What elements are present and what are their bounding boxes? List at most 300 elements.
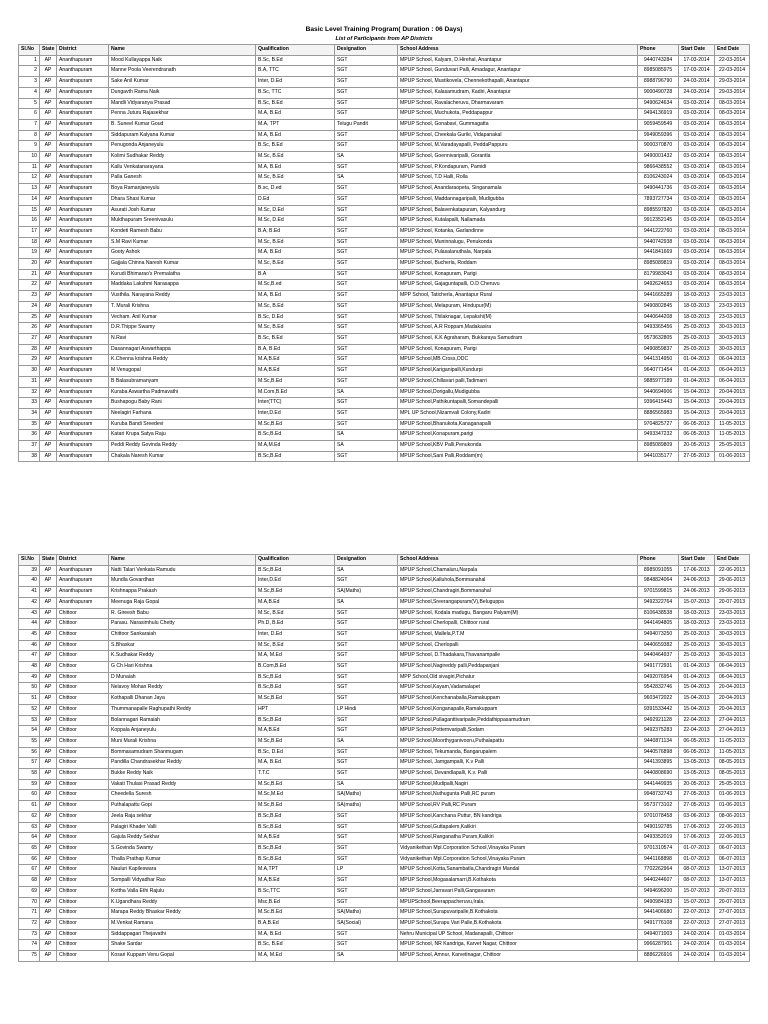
cell-qualification: B.Sc, B.Ed <box>256 940 335 951</box>
cell-end-date: 11-05-2013 <box>715 736 750 747</box>
cell-designation: SGT <box>335 280 398 291</box>
cell-qualification: M.A, B.Ed <box>256 162 335 173</box>
cell-state: AP <box>40 216 57 227</box>
cell-end-date: 06-07-2013 <box>715 843 750 854</box>
cell-designation: SA <box>335 173 398 184</box>
cell-phone: 9966287901 <box>638 940 679 951</box>
cell-state: AP <box>40 715 57 726</box>
cell-qualification: M.Sc,B.Ed <box>256 736 335 747</box>
table-row <box>19 790 750 801</box>
cell-end-date: 08-03-2014 <box>715 248 750 259</box>
cell-start-date: 20-05-2013 <box>679 779 715 790</box>
cell-phone: 9441393895 <box>638 758 679 769</box>
cell-state: AP <box>40 355 57 366</box>
table-row <box>19 779 750 790</box>
cell-end-date: 08-03-2014 <box>715 98 750 109</box>
cell-sl-no: 41 <box>19 587 40 598</box>
cell-designation: SGT <box>335 55 398 66</box>
column-header: District <box>57 555 109 566</box>
cell-district: Chittoor <box>57 940 109 951</box>
cell-end-date: 25-05-2013 <box>715 779 750 790</box>
cell-name: Vakati Thulasi Prasad Reddy <box>109 779 256 790</box>
cell-qualification: M.Sc, B.Ed <box>256 259 335 270</box>
cell-state: AP <box>40 694 57 705</box>
cell-school-address: MPUP School,Kayam,Vadamalapet <box>398 683 638 694</box>
table-row <box>19 876 750 887</box>
cell-school-address: MPUP School,Kanchana Puttur, BN kandriga <box>398 811 638 822</box>
cell-school-address: MPUP School, T.D Halli, Rolla <box>398 173 638 184</box>
cell-qualification: B.Sc, TTC <box>256 87 335 98</box>
table-row <box>19 109 750 120</box>
cell-designation: SGT <box>335 640 398 651</box>
cell-school-address: MPUP School,KBV Palli,Penukonda <box>398 441 638 452</box>
cell-state: AP <box>40 269 57 280</box>
cell-end-date: 27-04-2013 <box>715 726 750 737</box>
cell-sl-no: 54 <box>19 726 40 737</box>
cell-sl-no: 64 <box>19 833 40 844</box>
cell-school-address: MPUP School, Mustikovela, Chennekothapalli, Anantapur <box>398 77 638 88</box>
cell-school-address: MPUP School,Jarravari Palli,Gangavaram <box>398 886 638 897</box>
cell-name: Asurati Josh Kumar <box>109 205 256 216</box>
cell-start-date: 03-03-2014 <box>679 259 715 270</box>
cell-school-address: MPUP School, Goennivaripalli, Gorantla <box>398 152 638 163</box>
cell-designation: SGT <box>335 419 398 430</box>
column-header: Sl.No <box>19 555 40 566</box>
table-row <box>19 758 750 769</box>
cell-name: Dungavth Rama Naik <box>109 87 256 98</box>
cell-sl-no: 13 <box>19 184 40 195</box>
cell-end-date: 08-03-2014 <box>715 152 750 163</box>
cell-state: AP <box>40 608 57 619</box>
cell-qualification: M.Sc,B.Ed <box>256 694 335 705</box>
cell-qualification: B.A, TTC <box>256 66 335 77</box>
cell-sl-no: 2 <box>19 66 40 77</box>
cell-sl-no: 18 <box>19 237 40 248</box>
table-row <box>19 769 750 780</box>
cell-state: AP <box>40 98 57 109</box>
column-header: Name <box>109 45 256 56</box>
cell-state: AP <box>40 683 57 694</box>
cell-designation: SGT <box>335 398 398 409</box>
table-row <box>19 66 750 77</box>
cell-end-date: 23-03-2013 <box>715 312 750 323</box>
cell-end-date: 08-03-2014 <box>715 109 750 120</box>
cell-qualification: M.Sc,B.Ed <box>256 801 335 812</box>
cell-district: Ananthapuram <box>57 77 109 88</box>
table-row <box>19 715 750 726</box>
column-header: School Address <box>398 555 638 566</box>
table-row <box>19 398 750 409</box>
cell-school-address: MPUP School,Pottemvaripalli,Sodam <box>398 726 638 737</box>
cell-designation: SGT <box>335 715 398 726</box>
cell-qualification: M.Sc,B.Ed <box>256 779 335 790</box>
cell-qualification: B.Sc,B.Ed <box>256 430 335 441</box>
cell-designation: SGT <box>335 269 398 280</box>
cell-school-address: MPUP School,Bhanukota,Kanaganapalli <box>398 419 638 430</box>
table-row <box>19 704 750 715</box>
cell-designation: SGT <box>335 886 398 897</box>
cell-district: Chittoor <box>57 694 109 705</box>
cell-district: Chittoor <box>57 726 109 737</box>
cell-sl-no: 55 <box>19 736 40 747</box>
cell-district: Chittoor <box>57 769 109 780</box>
cell-start-date: 03-03-2014 <box>679 269 715 280</box>
cell-name: Gooty Ashok <box>109 248 256 259</box>
column-header: School Address <box>398 45 638 56</box>
cell-state: AP <box>40 801 57 812</box>
cell-designation: SGT <box>335 162 398 173</box>
cell-qualification: M.A, B.Ed <box>256 248 335 259</box>
cell-qualification: B.Sc,B.Ed <box>256 565 335 576</box>
cell-phone: 9494136919 <box>638 109 679 120</box>
cell-phone: 8985085975 <box>638 66 679 77</box>
cell-district: Ananthapuram <box>57 387 109 398</box>
cell-designation: SGT <box>335 355 398 366</box>
cell-name: Parasu. Narasimhulu Chetty <box>109 619 256 630</box>
cell-name: Mood Kullayappa Naik <box>109 55 256 66</box>
cell-qualification: B.Sc, B.Ed <box>256 55 335 66</box>
cell-name: Neelagiri Farhana <box>109 408 256 419</box>
cell-name: Penna Juturu Rajasekhar <box>109 109 256 120</box>
cell-school-address: MPUP School, Konapuram, Parigi <box>398 269 638 280</box>
cell-school-address: MPUP School, D.Thadakara,Thavanampalle <box>398 651 638 662</box>
cell-end-date: 20-07-2013 <box>715 897 750 908</box>
cell-qualification: D.Ed <box>256 194 335 205</box>
table-row <box>19 886 750 897</box>
table-row <box>19 130 750 141</box>
cell-phone: 9059459549 <box>638 119 679 130</box>
cell-sl-no: 45 <box>19 629 40 640</box>
cell-sl-no: 58 <box>19 769 40 780</box>
cell-start-date: 25-03-2013 <box>679 323 715 334</box>
cell-district: Ananthapuram <box>57 109 109 120</box>
cell-district: Ananthapuram <box>57 184 109 195</box>
cell-school-address: MPUP School, Gajaguntapalli, O.D Cheruvu <box>398 280 638 291</box>
cell-phone: 9704825727 <box>638 419 679 430</box>
cell-name: Kuraba Aswartha Padmavathi <box>109 387 256 398</box>
cell-school-address: MPUP School, A.R Roppam,Madakasira <box>398 323 638 334</box>
cell-sl-no: 67 <box>19 865 40 876</box>
cell-qualification: M.Sc,B.Ed <box>256 587 335 598</box>
cell-qualification: M.A, B.Ed <box>256 291 335 302</box>
cell-end-date: 13-07-2013 <box>715 865 750 876</box>
cell-name: Palagiri Khader Valli <box>109 822 256 833</box>
cell-qualification: B.Sc, B.Ed <box>256 333 335 344</box>
cell-sl-no: 37 <box>19 441 40 452</box>
cell-end-date: 08-03-2014 <box>715 259 750 270</box>
cell-state: AP <box>40 629 57 640</box>
cell-school-address: MPUP School, Tekumanda, Bangarupalem <box>398 747 638 758</box>
cell-sl-no: 63 <box>19 822 40 833</box>
cell-name: B. Suneel Kumar Goud <box>109 119 256 130</box>
cell-sl-no: 16 <box>19 216 40 227</box>
table-row <box>19 918 750 929</box>
cell-end-date: 08-03-2014 <box>715 226 750 237</box>
cell-phone: 9701599815 <box>638 587 679 598</box>
cell-qualification: Inter,D.Ed <box>256 576 335 587</box>
cell-district: Chittoor <box>57 629 109 640</box>
cell-school-address: MPUP School,Mudipalli,Nagiri <box>398 779 638 790</box>
cell-name: K.Sudhakar Reddy <box>109 651 256 662</box>
cell-state: AP <box>40 323 57 334</box>
cell-designation: SA(Maths) <box>335 908 398 919</box>
cell-phone: 7893727734 <box>638 194 679 205</box>
cell-name: Dasannagari Aswarthappa <box>109 344 256 355</box>
cell-school-address: MPUP School,RV Palli,RC Puram <box>398 801 638 812</box>
cell-sl-no: 48 <box>19 662 40 673</box>
cell-phone: 9490441736 <box>638 184 679 195</box>
cell-qualification: M.Sc, B.Ed <box>256 608 335 619</box>
cell-state: AP <box>40 66 57 77</box>
cell-designation: SA <box>335 951 398 962</box>
cell-end-date: 08-03-2014 <box>715 280 750 291</box>
cell-designation: SGT <box>335 629 398 640</box>
cell-school-address: MPUP School,Guttapalem,Kalikiri <box>398 822 638 833</box>
cell-name: Kottha Valla Ethi Rajulu <box>109 886 256 897</box>
cell-school-address: MPUP School, NR Kandriga, Karvet Nagar, Chittoor <box>398 940 638 951</box>
cell-qualification: B.sc, D.ed <box>256 184 335 195</box>
cell-school-address: MPUP School,Pathikuntapalli,Somandepalli <box>398 398 638 409</box>
cell-designation: SGT <box>335 301 398 312</box>
cell-state: AP <box>40 141 57 152</box>
cell-designation: SGT <box>335 184 398 195</box>
cell-state: AP <box>40 736 57 747</box>
cell-school-address: MPUP School Cherlopalli, Chittoor rural <box>398 619 638 630</box>
cell-designation: SGT <box>335 312 398 323</box>
cell-sl-no: 72 <box>19 918 40 929</box>
cell-qualification: M.Sc, B.Ed <box>256 152 335 163</box>
cell-school-address: MPUP School,Surapu Vari Palle,B.Kothakota <box>398 918 638 929</box>
cell-state: AP <box>40 747 57 758</box>
cell-designation: SGT <box>335 897 398 908</box>
cell-designation: SA(Maths) <box>335 790 398 801</box>
cell-name: Pandilla Chandrasekhar Reddy <box>109 758 256 769</box>
cell-school-address: MPUP School,Konganapalle,Ramakuppam <box>398 704 638 715</box>
table-row <box>19 843 750 854</box>
cell-qualification: M.A,B.Ed <box>256 726 335 737</box>
cell-district: Ananthapuram <box>57 291 109 302</box>
cell-name: Mandli Vidyaranya Prasad <box>109 98 256 109</box>
cell-school-address: MPUP School, Bucherla, Roddam <box>398 259 638 270</box>
cell-start-date: 13-05-2013 <box>679 758 715 769</box>
cell-qualification: B.Sc, D.Ed <box>256 312 335 323</box>
cell-district: Chittoor <box>57 876 109 887</box>
cell-phone: 8886226916 <box>638 951 679 962</box>
cell-state: AP <box>40 194 57 205</box>
cell-designation: SGT <box>335 205 398 216</box>
cell-designation: SGT <box>335 811 398 822</box>
table-row <box>19 865 750 876</box>
cell-phone: 9885977189 <box>638 376 679 387</box>
cell-start-date: 03-03-2014 <box>679 109 715 120</box>
cell-qualification: M.A, B.Ed <box>256 758 335 769</box>
cell-name: Jeela Raja sekhar <box>109 811 256 822</box>
cell-state: AP <box>40 619 57 630</box>
cell-phone: 9440694906 <box>638 387 679 398</box>
cell-state: AP <box>40 779 57 790</box>
cell-end-date: 22-06-2013 <box>715 565 750 576</box>
table-row <box>19 565 750 576</box>
cell-phone: 9441449935 <box>638 779 679 790</box>
cell-state: AP <box>40 152 57 163</box>
cell-state: AP <box>40 419 57 430</box>
cell-school-address: MPUP School, Muninnalugu, Penukonda <box>398 237 638 248</box>
cell-qualification: M.Sc.B.Ed <box>256 908 335 919</box>
cell-qualification: M.Sc,B.ed <box>256 280 335 291</box>
cell-phone: 9441314950 <box>638 355 679 366</box>
cell-district: Chittoor <box>57 608 109 619</box>
cell-state: AP <box>40 790 57 801</box>
cell-end-date: 01-06-2013 <box>715 451 750 462</box>
table-row <box>19 662 750 673</box>
cell-school-address: MPUP School, Kalyam, D.Hirehal, Anantapur <box>398 55 638 66</box>
cell-designation: SGT <box>335 333 398 344</box>
cell-name: Bommasamudram Shanmugam <box>109 747 256 758</box>
cell-designation: SGT <box>335 822 398 833</box>
cell-name: Thummanapalle Raghupathi Reddy <box>109 704 256 715</box>
cell-qualification: Inter, D.Ed <box>256 629 335 640</box>
cell-name: Penugonda Anjaneyulu <box>109 141 256 152</box>
cell-qualification: M.A, TPT <box>256 119 335 130</box>
cell-district: Chittoor <box>57 619 109 630</box>
cell-designation: SGT <box>335 694 398 705</box>
cell-designation: SA(maths) <box>335 801 398 812</box>
table-row <box>19 629 750 640</box>
cell-start-date: 24-06-2013 <box>679 587 715 598</box>
column-header: State <box>40 45 57 56</box>
cell-state: AP <box>40 587 57 598</box>
cell-district: Ananthapuram <box>57 366 109 377</box>
cell-school-address: MPP School,Old sivagiri,Pichatur <box>398 672 638 683</box>
cell-phone: 9490001432 <box>638 152 679 163</box>
cell-state: AP <box>40 662 57 673</box>
cell-sl-no: 1 <box>19 55 40 66</box>
table-row <box>19 683 750 694</box>
table-row <box>19 269 750 280</box>
cell-name: Bushapogu Baby Rani <box>109 398 256 409</box>
cell-district: Chittoor <box>57 897 109 908</box>
cell-qualification: M.Sc,B.Ed <box>256 376 335 387</box>
cell-qualification: HPT <box>256 704 335 715</box>
cell-start-date: 27-05-2013 <box>679 801 715 812</box>
cell-name: Gajjala Chinna Naresh Kumar <box>109 259 256 270</box>
cell-name: Vusthila. Narayana Reddy <box>109 291 256 302</box>
cell-phone: 9492624653 <box>638 280 679 291</box>
cell-school-address: MPUP School, Cheekala Guriki, Vidapanakal <box>398 130 638 141</box>
cell-district: Ananthapuram <box>57 323 109 334</box>
cell-end-date: 06-04-2013 <box>715 672 750 683</box>
participants-sheet-1 <box>18 24 749 462</box>
cell-designation: SGT <box>335 366 398 377</box>
cell-name: K.Chenna krishna Reddy <box>109 355 256 366</box>
cell-sl-no: 44 <box>19 619 40 630</box>
cell-sl-no: 30 <box>19 366 40 377</box>
cell-district: Ananthapuram <box>57 194 109 205</box>
cell-district: Chittoor <box>57 758 109 769</box>
cell-end-date: 08-06-2013 <box>715 811 750 822</box>
cell-phone: 9440576898 <box>638 747 679 758</box>
cell-end-date: 30-03-2013 <box>715 323 750 334</box>
cell-state: AP <box>40 929 57 940</box>
cell-start-date: 27-05-2013 <box>679 451 715 462</box>
cell-start-date: 15-04-2013 <box>679 694 715 705</box>
cell-sl-no: 47 <box>19 651 40 662</box>
cell-qualification: M.A,B.Ed <box>256 833 335 844</box>
cell-name: S.M Ravi Kumar <box>109 237 256 248</box>
cell-start-date: 03-03-2014 <box>679 248 715 259</box>
cell-sl-no: 66 <box>19 854 40 865</box>
cell-designation: SGT <box>335 940 398 951</box>
cell-end-date: 22-03-2014 <box>715 66 750 77</box>
cell-start-date: 03-03-2014 <box>679 184 715 195</box>
table-row <box>19 237 750 248</box>
column-header: Name <box>109 555 256 566</box>
cell-start-date: 24-02-2014 <box>679 951 715 962</box>
cell-phone: 9492921128 <box>638 715 679 726</box>
cell-phone: 9440659382 <box>638 640 679 651</box>
cell-phone: 7702262964 <box>638 865 679 876</box>
cell-school-address: MPUP School, Muchukota, Peddapappur <box>398 109 638 120</box>
cell-start-date: 01-04-2013 <box>679 672 715 683</box>
cell-school-address: MPUP School,Chillavari palli,Tadimarri <box>398 376 638 387</box>
table-row <box>19 608 750 619</box>
cell-state: AP <box>40 387 57 398</box>
table-header-row <box>19 555 750 566</box>
cell-end-date: 27-07-2013 <box>715 908 750 919</box>
cell-qualification: M.Sc,B.Ed <box>256 419 335 430</box>
cell-name: Palla Ganesh <box>109 173 256 184</box>
cell-sl-no: 3 <box>19 77 40 88</box>
table-row <box>19 726 750 737</box>
table-header-row <box>19 45 750 56</box>
column-header: Start Date <box>679 45 715 56</box>
cell-name: Koppala Anjaneyulu <box>109 726 256 737</box>
cell-qualification: B.A <box>256 269 335 280</box>
table-row <box>19 694 750 705</box>
cell-state: AP <box>40 162 57 173</box>
table-row <box>19 98 750 109</box>
cell-qualification: M.A,B.Ed <box>256 355 335 366</box>
cell-phone: 9490802845 <box>638 301 679 312</box>
cell-start-date: 03-03-2014 <box>679 119 715 130</box>
cell-district: Ananthapuram <box>57 355 109 366</box>
cell-start-date: 17-06-2013 <box>679 833 715 844</box>
column-header: State <box>40 555 57 566</box>
cell-phone: 8985091055 <box>638 565 679 576</box>
cell-start-date: 03-03-2014 <box>679 141 715 152</box>
table-row <box>19 897 750 908</box>
cell-start-date: 25-03-2013 <box>679 640 715 651</box>
cell-sl-no: 39 <box>19 565 40 576</box>
cell-district: Ananthapuram <box>57 66 109 77</box>
cell-designation: SGT <box>335 651 398 662</box>
cell-district: Ananthapuram <box>57 333 109 344</box>
cell-start-date: 17-06-2013 <box>679 822 715 833</box>
cell-phone: 9441406680 <box>638 908 679 919</box>
cell-district: Ananthapuram <box>57 312 109 323</box>
cell-state: AP <box>40 333 57 344</box>
cell-designation: SA <box>335 387 398 398</box>
cell-phone: 9000490728 <box>638 87 679 98</box>
cell-school-address: MPUP School, Gonabavi, Gummagatta <box>398 119 638 130</box>
cell-sl-no: 53 <box>19 715 40 726</box>
page-subtitle: List of Participants from AP Districts <box>335 36 433 42</box>
cell-qualification: Inter,D.Ed <box>256 408 335 419</box>
cell-end-date: 08-03-2014 <box>715 269 750 280</box>
cell-end-date: 20-04-2013 <box>715 683 750 694</box>
cell-qualification: B.Sc,B.Ed <box>256 672 335 683</box>
cell-end-date: 30-03-2013 <box>715 344 750 355</box>
